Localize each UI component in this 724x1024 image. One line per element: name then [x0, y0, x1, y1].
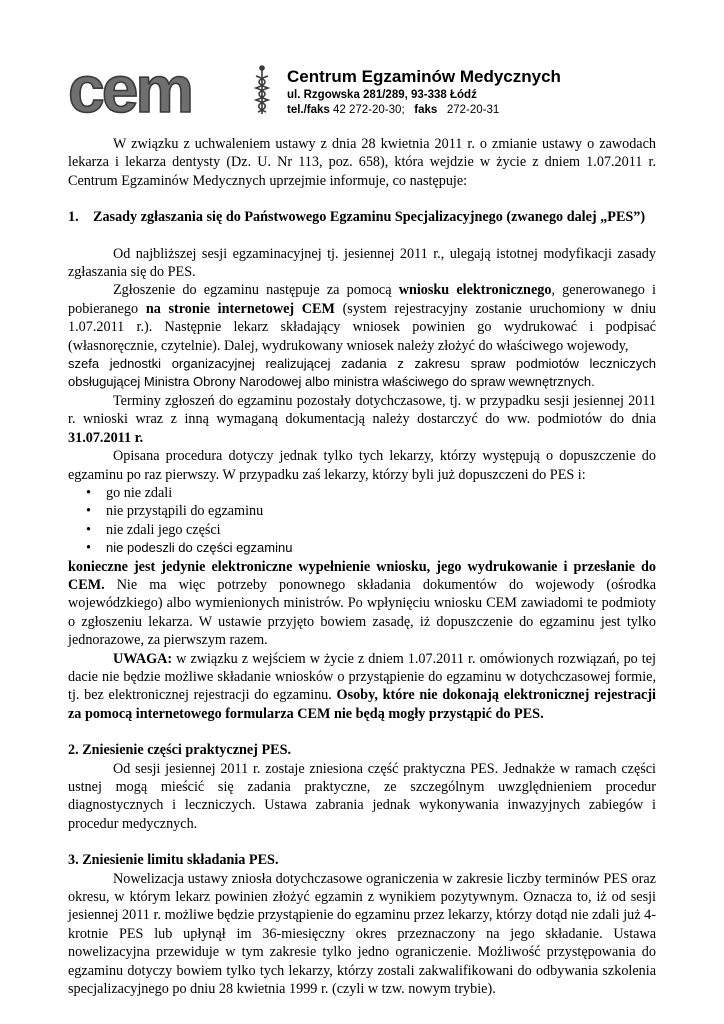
org-contact	[287, 103, 561, 118]
section-2-paragraph: Od sesji jesiennej 2011 r. zostaje zniesiona część praktyczna PES. Jednakże w ramach części ustnej mogą mieścić się zadania praktyczne, ze szczególnym uwzględnieniem procedur diagnostycznych i leczniczych. Ustawa zabrania jednak wykonywania inwazyjnych zabiegów i procedur medycznych.	[68, 760, 656, 832]
fax-label: faks	[414, 104, 438, 116]
letterhead	[66, 62, 626, 124]
list-item: • nie zdali jego części	[86, 521, 221, 538]
section-1-paragraph-4: Opisana procedura dotyczy jednak tylko tych lekarzy, którzy występują o dopuszczenie do egzaminu po raz pierwszy. W przypadku zaś lekarzy, którzy byli już dopuszczeni do PES i:	[68, 448, 656, 483]
org-name: Centrum Egzaminów Medycznych	[287, 67, 561, 86]
cem-logo	[66, 62, 276, 120]
section-3-heading: 3. Zniesienie limitu składania PES.	[68, 852, 279, 869]
section-3-paragraph: Nowelizacja ustawy zniosła dotychczasowe ograniczenia w zakresie liczby terminów PES oraz okresu, w którym lekarz powinien złożyć egzamin z wynikiem pozytywnym. Oznacza to, iż od sesji jesiennej 2011 r. możliwe będzie przystąpienie do egzaminu przez lekarzy, którzy dotąd nie zdali już 4-krotnie PES lub upłynął im 36-miesięczny okres przeznaczony na jego składanie. Ustawa nowelizacyjna przewiduje w tym zakresie tylko jedno ograniczenie. Możliwość przystępowania do egzaminu dotyczy bowiem tylko tych lekarzy, którzy zostali zakwalifikowani do odbywania szkolenia specjalizacyjnego po dniu 28 kwietnia 1999 r. (czyli w tzw. nowym trybie).	[68, 870, 656, 998]
section-1-number: 1.	[68, 209, 79, 226]
list-item: • nie przystąpili do egzaminu	[86, 503, 264, 520]
section-1-paragraph-5: konieczne jest jedynie elektroniczne wypełnienie wniosku, jego wydrukowanie i przesłanie do CEM. Nie ma więc potrzeby ponownego składania dokumentów do wojewody (ośrodka wojewódzkiego) albo wymienionych ministrów. Po wpłynięciu wniosku CEM zawiadomi te podmioty o zgłoszeniu lekarza. W ustawie przyjęto bowiem zasadę, iż dopuszczenie do egzaminu jest tylko jednorazowe, za pierwszym razem.	[68, 558, 656, 649]
list-item: • go nie zdali	[86, 484, 173, 501]
section-1-paragraph-2: Zgłoszenie do egzaminu następuje za pomocą wniosku elektronicznego, generowanego i pobieranego na stronie internetowej CEM (system rejestracyjny zostanie uruchomiony w dniu 1.07.2011 r.). Następnie lekarz składający wniosek powinien go wydrukować i podpisać (własnoręcznie, czytelnie). Dalej, wydrukowany wniosek należy złożyć do właściwego wojewody,	[68, 282, 656, 354]
fax-value: 272-20-31	[446, 104, 500, 116]
condition-list	[68, 484, 656, 558]
logo-text: cem	[68, 62, 192, 120]
org-address: ul. Rzgowska 281/289, 93-338 Łódź	[287, 89, 477, 101]
section-1-heading	[68, 208, 656, 226]
section-1-paragraph-3: Terminy zgłoszeń do egzaminu pozostały dotychczasowe, tj. w przypadku sesji jesiennej 2011 r. wnioski wraz z inną wymaganą dokumentacją należy dostarczyć do ww. podmiotów do dnia 31.07.2011 r.	[68, 392, 656, 446]
tel-label: tel./faks	[287, 104, 330, 116]
section-1-title: Zasady zgłaszania się do Państwowego Egzaminu Specjalizacyjnego (zwanego dalej „PES”)	[93, 209, 646, 226]
intro-paragraph: W związku z uchwaleniem ustawy z dnia 28 kwietnia 2011 r. o zmianie ustawy o zawodach lekarza i lekarza dentysty (Dz. U. Nr 113, poz. 658), która wejdzie w życie z dniem 1.07.2011 r. Centrum Egzaminów Medycznych uprzejmie informuje, co następuje:	[68, 136, 656, 189]
org-block	[287, 66, 561, 118]
section-2-heading: 2. Zniesienie części praktycznej PES.	[68, 742, 292, 759]
tel-value: 42 272-20-30;	[333, 104, 405, 116]
section-1-paragraph-2-cont: szefa jednostki organizacyjnej realizującej zadania z zakresu spraw podmiotów leczniczych obsługującej Ministra Obrony Narodowej albo ministra właściwego do spraw wewnętrznych.	[68, 356, 656, 390]
section-1-paragraph-6: UWAGA: w związku z wejściem w życie z dniem 1.07.2011 r. omówionych rozwiązań, po tej dacie nie będzie możliwe składanie wniosków o przystąpienie do egzaminu w dotychczasowej formie, tj. bez elektronicznej rejestracji do egzaminu. Osoby, które nie dokonają elektronicznej rejestracji za pomocą internetowego formularza CEM nie będą mogły przystąpić do PES.	[68, 650, 656, 722]
list-item: • nie podeszli do części egzaminu	[86, 540, 293, 557]
section-1-paragraph-1: Od najbliższej sesji egzaminacyjnej tj. jesiennej 2011 r., ulegają istotnej modyfikacji zasady zgłaszania się do PES.	[68, 245, 656, 281]
letter-body	[68, 135, 656, 998]
